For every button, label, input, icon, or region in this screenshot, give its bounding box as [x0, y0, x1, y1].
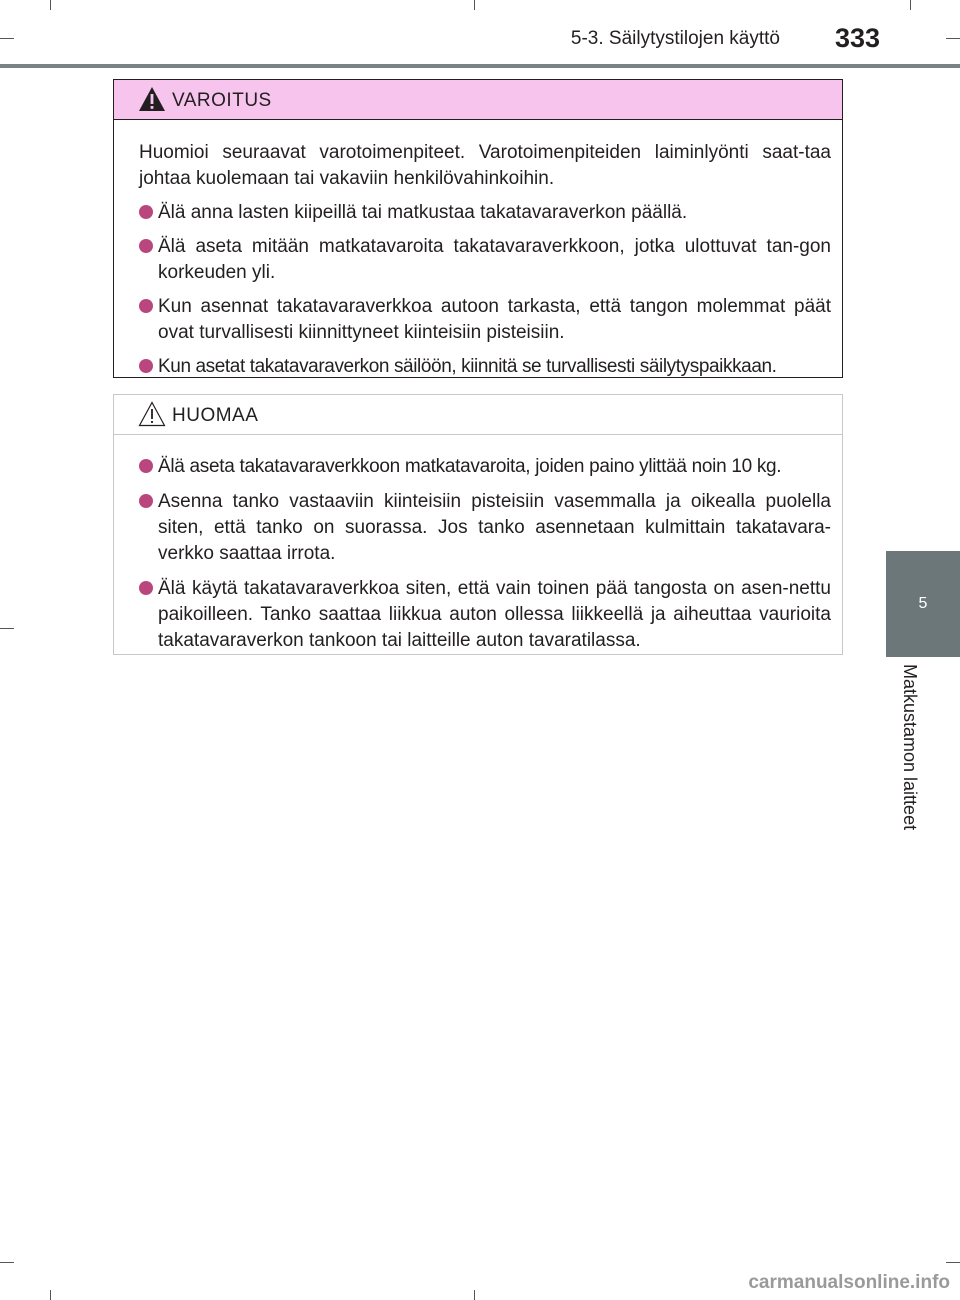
list-item-text: Älä anna lasten kiipeillä tai matkustaa takatavaraverkon päällä. — [158, 202, 688, 223]
crop-mark — [50, 0, 51, 10]
list-item-text: Älä aseta mitään matkatavaroita takatavaraverkkoon, jotka ulottuvat tan-gon korkeuden yli. — [158, 236, 831, 283]
watermark: carmanualsonline.info — [748, 1272, 950, 1293]
list-item-text: Asenna tanko vastaaviin kiinteisiin pisteisiin vasemmalla ja oikealla puolella siten, että tanko on suorassa. Jos tanko asennetaan kulmittain takatavara-verkko saattaa irrota. — [158, 491, 831, 564]
warning-triangle-filled-icon — [138, 86, 166, 112]
crop-mark — [0, 628, 14, 629]
list-item — [139, 576, 831, 654]
crop-mark — [946, 38, 960, 39]
bullet-icon — [139, 494, 153, 508]
crop-mark — [50, 1290, 51, 1300]
warning-box — [113, 79, 843, 378]
list-item — [139, 200, 831, 226]
bullet-icon — [139, 581, 153, 595]
chapter-number: 5 — [918, 595, 928, 612]
notice-title: HUOMAA — [172, 405, 259, 426]
warning-body — [114, 140, 842, 380]
list-item — [139, 354, 831, 380]
bullet-icon — [139, 359, 153, 373]
notice-body — [114, 435, 842, 654]
crop-mark — [0, 38, 14, 39]
crop-mark — [474, 1290, 475, 1300]
header-rule — [0, 64, 960, 68]
list-item-text: Älä aseta takatavaraverkkoon matkatavaroita, joiden paino ylittää noin 10 kg. — [158, 456, 782, 477]
bullet-icon — [139, 299, 153, 313]
crop-mark — [910, 0, 911, 10]
warning-intro: Huomioi seuraavat varotoimenpiteet. Varotoimenpiteiden laiminlyönti saat-taa johtaa kuolemaan tai vakaviin henkilövahinkoihin. — [139, 142, 831, 189]
chapter-title: Matkustamon laitteet — [900, 664, 920, 831]
notice-header — [114, 395, 842, 435]
list-item-text: Kun asennat takatavaraverkkoa autoon tarkasta, että tangon molemmat päät ovat turvallisesti kiinnittyneet kiinteisiin pisteisiin. — [158, 296, 831, 343]
list-item-text: Älä käytä takatavaraverkkoa siten, että vain toinen pää tangosta on asen-nettu paikoilleen. Tanko saattaa liikkua auton ollessa liikkeellä ja aiheuttaa vaurioita takatavaraverkon tankoon tai laitteille auton tavaratilassa. — [158, 578, 831, 651]
list-item-text: Kun asetat takatavaraverkon säilöön, kiinnitä se turvallisesti säilytyspaikkaan. — [158, 356, 777, 377]
warning-header — [114, 80, 842, 120]
crop-mark — [946, 1262, 960, 1263]
crop-mark — [0, 1262, 14, 1263]
bullet-icon — [139, 239, 153, 253]
list-item — [139, 454, 831, 480]
warning-triangle-outline-icon — [138, 401, 166, 427]
bullet-icon — [139, 205, 153, 219]
section-title: 5-3. Säilytystilojen käyttö — [570, 28, 780, 49]
warning-title: VAROITUS — [172, 90, 272, 111]
bullet-icon — [139, 459, 153, 473]
list-item — [139, 489, 831, 567]
chapter-tab — [886, 551, 960, 657]
crop-mark — [474, 0, 475, 10]
list-item — [139, 234, 831, 286]
list-item — [139, 294, 831, 346]
page-number: 333 — [834, 23, 880, 53]
notice-box — [113, 394, 843, 655]
